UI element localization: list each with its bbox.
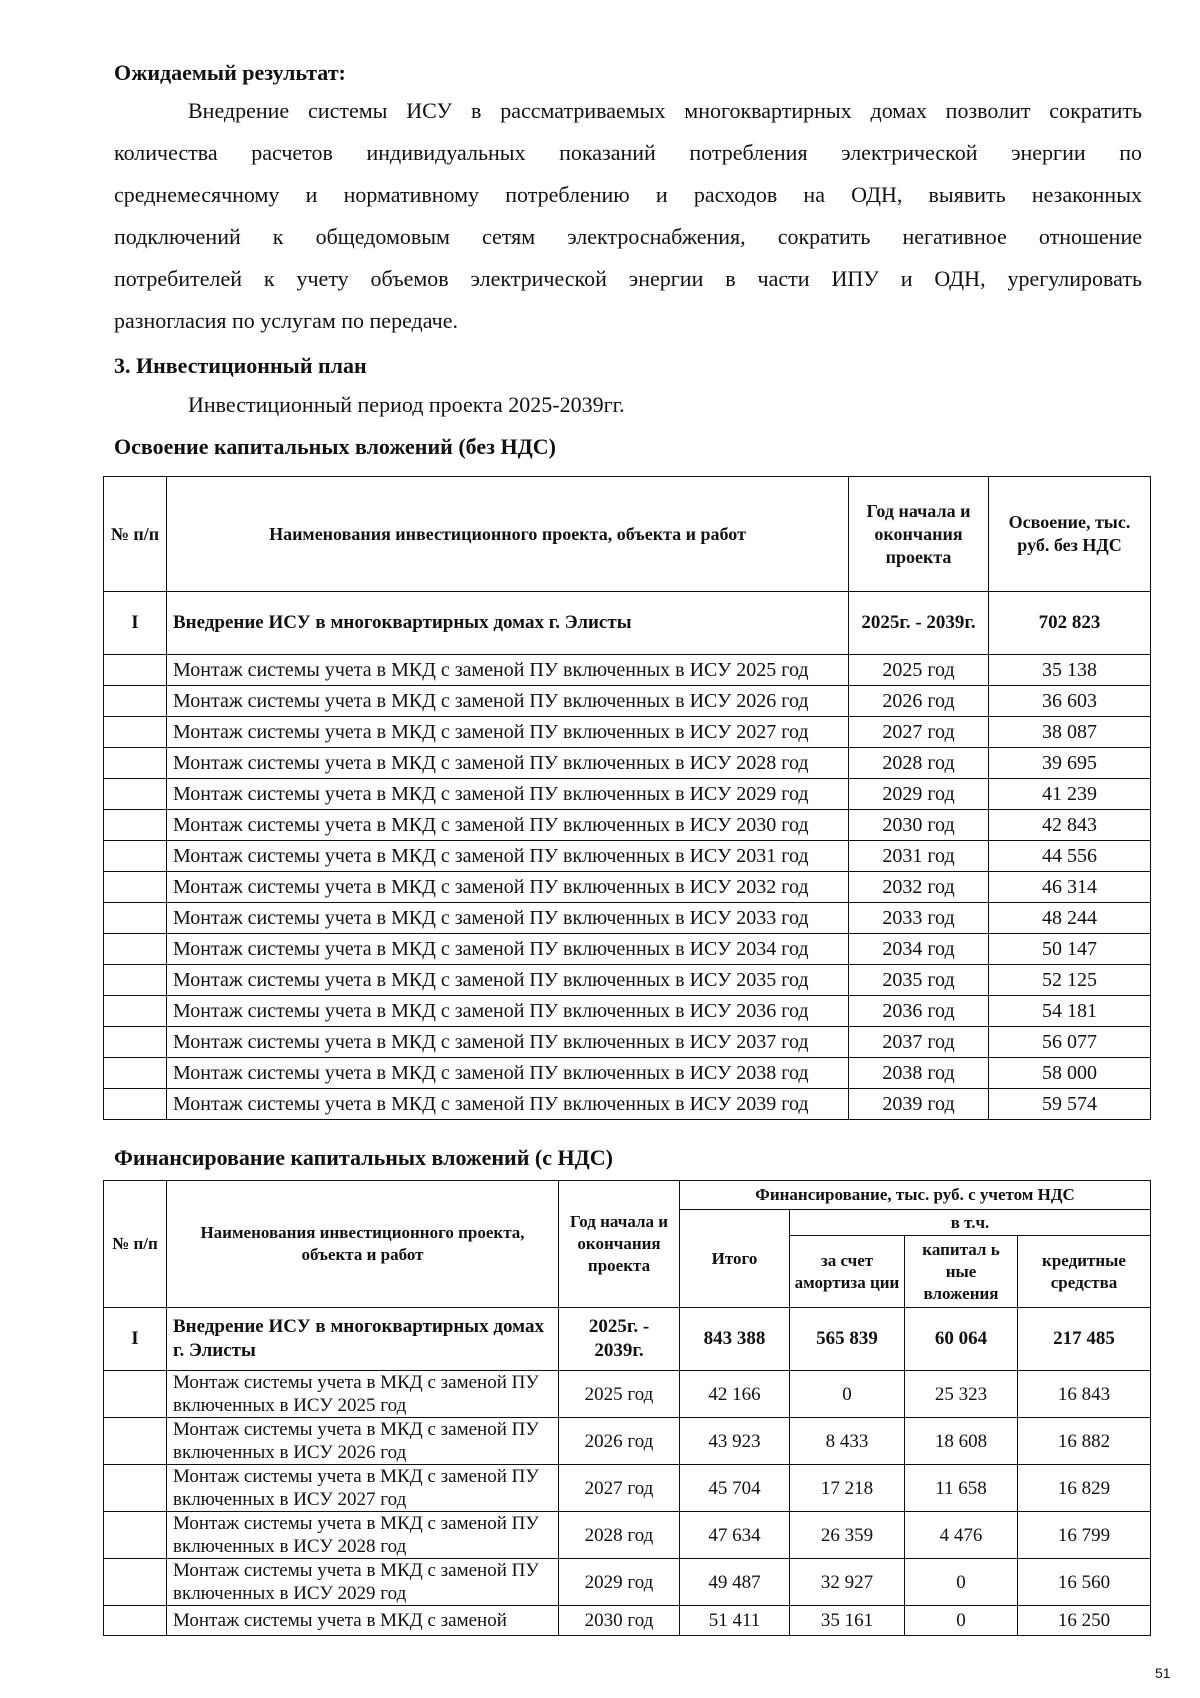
- row-num: [104, 1027, 167, 1058]
- row-name: Монтаж системы учета в МКД с заменой ПУ включенных в ИСУ 2031 год: [167, 841, 849, 872]
- row-name: Монтаж системы учета в МКД с заменой ПУ включенных в ИСУ 2029 год: [167, 1559, 559, 1606]
- row-total: 51 411: [680, 1606, 790, 1636]
- row-name: Монтаж системы учета в МКД с заменой ПУ включенных в ИСУ 2037 год: [167, 1027, 849, 1058]
- row-amount: 39 695: [989, 748, 1151, 779]
- table-row: [104, 996, 1151, 1027]
- table-row: [104, 1606, 1151, 1636]
- row-name: Монтаж системы учета в МКД с заменой ПУ включенных в ИСУ 2028 год: [167, 748, 849, 779]
- capital-financing-table: [103, 1180, 1151, 1636]
- table-header-row: [104, 477, 1151, 592]
- investment-period-text: Инвестиционный период проекта 2025-2039гг.: [188, 392, 625, 417]
- row-amortization: 8 433: [790, 1418, 905, 1465]
- row-credit: 16 829: [1018, 1465, 1151, 1512]
- row-year: 2030 год: [559, 1606, 680, 1636]
- header-num: № п/п: [104, 477, 167, 592]
- table-row: [104, 1465, 1151, 1512]
- row-year: 2027 год: [559, 1465, 680, 1512]
- row-year: 2025 год: [849, 655, 989, 686]
- row-amortization: 32 927: [790, 1559, 905, 1606]
- row-num: [104, 810, 167, 841]
- table-row: [104, 965, 1151, 996]
- row-year: 2026 год: [559, 1418, 680, 1465]
- row-year: 2037 год: [849, 1027, 989, 1058]
- row-amount: 41 239: [989, 779, 1151, 810]
- header-name: Наименования инвестиционного проекта, объекта и работ: [167, 477, 849, 592]
- table2-title: Финансирование капитальных вложений (с НДС): [114, 1145, 613, 1170]
- row-amortization: 26 359: [790, 1512, 905, 1559]
- page-number: 51: [1155, 1665, 1171, 1681]
- row-credit: 16 843: [1018, 1371, 1151, 1418]
- section-name: Внедрение ИСУ в многоквартирных домах г. Элисты: [167, 1308, 559, 1371]
- row-capital: 18 608: [905, 1418, 1018, 1465]
- row-num: [104, 965, 167, 996]
- row-num: [104, 872, 167, 903]
- row-total: 49 487: [680, 1559, 790, 1606]
- section-amount: 702 823: [989, 592, 1151, 655]
- row-name: Монтаж системы учета в МКД с заменой ПУ включенных в ИСУ 2025 год: [167, 655, 849, 686]
- row-name: Монтаж системы учета в МКД с заменой ПУ включенных в ИСУ 2027 год: [167, 1465, 559, 1512]
- row-year: 2035 год: [849, 965, 989, 996]
- table-header-row: [104, 1181, 1151, 1210]
- row-credit: 16 560: [1018, 1559, 1151, 1606]
- row-num: [104, 934, 167, 965]
- row-credit: 16 799: [1018, 1512, 1151, 1559]
- table-row: [104, 1371, 1151, 1418]
- expected-result-paragraph: [114, 96, 1142, 348]
- row-year: 2028 год: [849, 748, 989, 779]
- row-name: Монтаж системы учета в МКД с заменой ПУ включенных в ИСУ 2035 год: [167, 965, 849, 996]
- row-amount: 48 244: [989, 903, 1151, 934]
- section-capital: 60 064: [905, 1308, 1018, 1371]
- row-name: Монтаж системы учета в МКД с заменой ПУ включенных в ИСУ 2039 год: [167, 1089, 849, 1120]
- table-row: [104, 1089, 1151, 1120]
- row-name: Монтаж системы учета в МКД с заменой: [167, 1606, 559, 1636]
- table-row: [104, 1027, 1151, 1058]
- row-credit: 16 882: [1018, 1418, 1151, 1465]
- row-total: 47 634: [680, 1512, 790, 1559]
- row-amount: 59 574: [989, 1089, 1151, 1120]
- table-row: [104, 748, 1151, 779]
- row-amount: 46 314: [989, 872, 1151, 903]
- header-capital: капитал ь ные вложения: [905, 1236, 1018, 1308]
- row-num: [104, 996, 167, 1027]
- row-num: [104, 841, 167, 872]
- row-amount: 54 181: [989, 996, 1151, 1027]
- table-row: [104, 841, 1151, 872]
- paragraph-line: разногласия по услугам по передаче.: [114, 308, 458, 333]
- row-num: [104, 1089, 167, 1120]
- row-year: 2036 год: [849, 996, 989, 1027]
- row-name: Монтаж системы учета в МКД с заменой ПУ включенных в ИСУ 2036 год: [167, 996, 849, 1027]
- paragraph-line: Внедрение системы ИСУ в рассматриваемых многоквартирных домах позволит сократить: [188, 98, 1142, 123]
- row-num: [104, 779, 167, 810]
- section-amortization: 565 839: [790, 1308, 905, 1371]
- table-row: [104, 872, 1151, 903]
- row-year: 2038 год: [849, 1058, 989, 1089]
- row-num: [104, 686, 167, 717]
- row-total: 45 704: [680, 1465, 790, 1512]
- table-row: [104, 717, 1151, 748]
- row-num: [104, 1058, 167, 1089]
- row-amount: 42 843: [989, 810, 1151, 841]
- table-row: [104, 779, 1151, 810]
- table-row: [104, 1559, 1151, 1606]
- row-capital: 0: [905, 1606, 1018, 1636]
- row-year: 2039 год: [849, 1089, 989, 1120]
- row-num: [104, 1606, 167, 1636]
- row-year: 2032 год: [849, 872, 989, 903]
- row-year: 2027 год: [849, 717, 989, 748]
- row-num: [104, 717, 167, 748]
- capital-investment-table: [103, 476, 1151, 1120]
- row-name: Монтаж системы учета в МКД с заменой ПУ включенных в ИСУ 2030 год: [167, 810, 849, 841]
- section-years: 2025г. - 2039г.: [849, 592, 989, 655]
- table-row: [104, 934, 1151, 965]
- paragraph-line: подключений к общедомовым сетям электроснабжения, сократить негативное отношение: [114, 224, 1142, 249]
- table-row: [104, 903, 1151, 934]
- row-year: 2034 год: [849, 934, 989, 965]
- row-year: 2033 год: [849, 903, 989, 934]
- row-num: [104, 1418, 167, 1465]
- row-year: 2026 год: [849, 686, 989, 717]
- section-credit: 217 485: [1018, 1308, 1151, 1371]
- header-name: Наименования инвестиционного проекта, объекта и работ: [167, 1181, 559, 1308]
- header-financing: Финансирование, тыс. руб. с учетом НДС: [680, 1181, 1151, 1210]
- row-year: 2031 год: [849, 841, 989, 872]
- row-amount: 52 125: [989, 965, 1151, 996]
- row-num: [104, 1512, 167, 1559]
- row-capital: 0: [905, 1559, 1018, 1606]
- section-name: Внедрение ИСУ в многоквартирных домах г. Элисты: [167, 592, 849, 655]
- row-name: Монтаж системы учета в МКД с заменой ПУ включенных в ИСУ 2034 год: [167, 934, 849, 965]
- row-num: [104, 903, 167, 934]
- row-capital: 25 323: [905, 1371, 1018, 1418]
- row-capital: 11 658: [905, 1465, 1018, 1512]
- table-row: [104, 1512, 1151, 1559]
- section-3-heading: 3. Инвестиционный план: [114, 353, 367, 378]
- expected-result-heading: Ожидаемый результат:: [114, 60, 346, 85]
- row-amortization: 35 161: [790, 1606, 905, 1636]
- row-name: Монтаж системы учета в МКД с заменой ПУ включенных в ИСУ 2038 год: [167, 1058, 849, 1089]
- row-num: [104, 748, 167, 779]
- header-num: № п/п: [104, 1181, 167, 1308]
- section-row: [104, 592, 1151, 655]
- row-capital: 4 476: [905, 1512, 1018, 1559]
- header-amount: Освоение, тыс. руб. без НДС: [989, 477, 1151, 592]
- section-total: 843 388: [680, 1308, 790, 1371]
- header-years: Год начала и окончания проекта: [849, 477, 989, 592]
- row-year: 2028 год: [559, 1512, 680, 1559]
- table-row: [104, 655, 1151, 686]
- paragraph-line: количества расчетов индивидуальных показаний потребления электрической энергии по: [114, 140, 1142, 165]
- row-total: 43 923: [680, 1418, 790, 1465]
- table-row: [104, 1418, 1151, 1465]
- row-num: [104, 1559, 167, 1606]
- row-num: [104, 1465, 167, 1512]
- row-amount: 50 147: [989, 934, 1151, 965]
- row-year: 2025 год: [559, 1371, 680, 1418]
- row-name: Монтаж системы учета в МКД с заменой ПУ включенных в ИСУ 2032 год: [167, 872, 849, 903]
- row-amortization: 17 218: [790, 1465, 905, 1512]
- section-row: [104, 1308, 1151, 1371]
- table1-title: Освоение капитальных вложений (без НДС): [114, 434, 556, 459]
- row-num: [104, 655, 167, 686]
- row-amount: 38 087: [989, 717, 1151, 748]
- header-credit: кредитные средства: [1018, 1236, 1151, 1308]
- table-row: [104, 1058, 1151, 1089]
- row-year: 2029 год: [849, 779, 989, 810]
- header-total: Итого: [680, 1210, 790, 1308]
- row-name: Монтаж системы учета в МКД с заменой ПУ включенных в ИСУ 2026 год: [167, 1418, 559, 1465]
- paragraph-line: потребителей к учету объемов электрической энергии в части ИПУ и ОДН, урегулировать: [114, 266, 1142, 291]
- row-name: Монтаж системы учета в МКД с заменой ПУ включенных в ИСУ 2026 год: [167, 686, 849, 717]
- row-num: [104, 1371, 167, 1418]
- header-including: в т.ч.: [790, 1210, 1151, 1236]
- paragraph-line: среднемесячному и нормативному потреблению и расходов на ОДН, выявить незаконных: [114, 182, 1142, 207]
- row-credit: 16 250: [1018, 1606, 1151, 1636]
- row-name: Монтаж системы учета в МКД с заменой ПУ включенных в ИСУ 2025 год: [167, 1371, 559, 1418]
- row-amount: 36 603: [989, 686, 1151, 717]
- row-amortization: 0: [790, 1371, 905, 1418]
- row-name: Монтаж системы учета в МКД с заменой ПУ включенных в ИСУ 2033 год: [167, 903, 849, 934]
- row-amount: 58 000: [989, 1058, 1151, 1089]
- section-years: 2025г. - 2039г.: [559, 1308, 680, 1371]
- row-total: 42 166: [680, 1371, 790, 1418]
- header-years: Год начала и окончания проекта: [559, 1181, 680, 1308]
- row-year: 2029 год: [559, 1559, 680, 1606]
- row-name: Монтаж системы учета в МКД с заменой ПУ включенных в ИСУ 2029 год: [167, 779, 849, 810]
- row-amount: 44 556: [989, 841, 1151, 872]
- table-row: [104, 686, 1151, 717]
- section-num: I: [104, 592, 167, 655]
- header-amortization: за счет амортиза ции: [790, 1236, 905, 1308]
- section-num: I: [104, 1308, 167, 1371]
- row-amount: 56 077: [989, 1027, 1151, 1058]
- row-amount: 35 138: [989, 655, 1151, 686]
- row-year: 2030 год: [849, 810, 989, 841]
- row-name: Монтаж системы учета в МКД с заменой ПУ включенных в ИСУ 2028 год: [167, 1512, 559, 1559]
- row-name: Монтаж системы учета в МКД с заменой ПУ включенных в ИСУ 2027 год: [167, 717, 849, 748]
- table-row: [104, 810, 1151, 841]
